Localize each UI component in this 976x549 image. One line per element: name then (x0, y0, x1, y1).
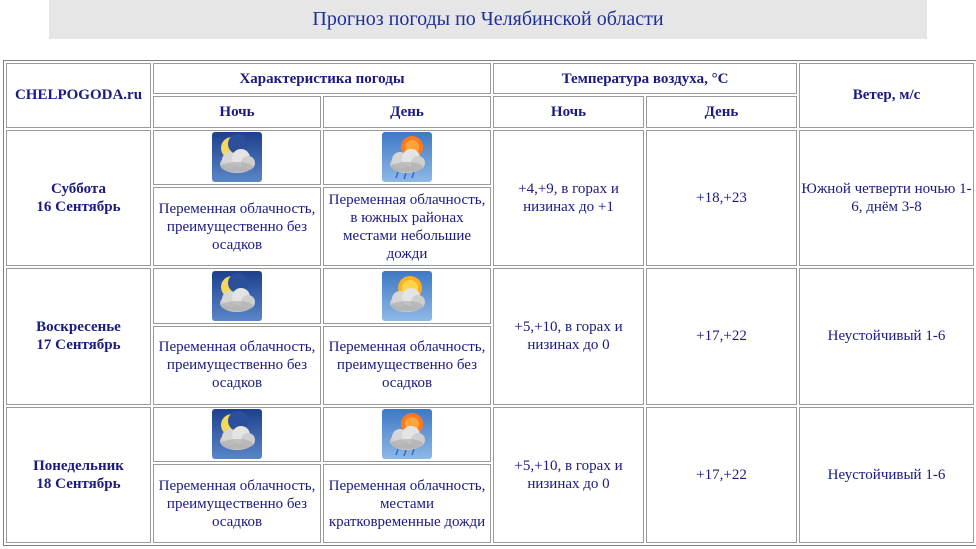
sun-cloud-icon (382, 271, 432, 321)
temperature-group-header: Температура воздуха, °С (493, 63, 797, 94)
night-icon-cell (153, 268, 321, 324)
temp-day-cell: +17,+22 (646, 407, 797, 543)
wind-cell: Неустойчивый 1-6 (799, 268, 974, 404)
moon-cloud-icon (212, 132, 262, 182)
date: 18 Сентябрь (36, 475, 121, 492)
wind-cell: Южной четверти ночью 1-6, днём 3-8 (799, 130, 974, 266)
night-description: Переменная облачность, преимущественно без осадков (153, 326, 321, 405)
moon-cloud-icon (212, 271, 262, 321)
date: 17 Сентябрь (36, 337, 121, 354)
weekday: Понедельник (33, 457, 124, 474)
day-description: Переменная облачность, преимущественно без осадков (323, 326, 491, 405)
wind-header: Ветер, м/с (799, 63, 974, 128)
brand-cell (6, 63, 151, 128)
day-icon-cell (323, 407, 491, 463)
wind-cell: Неустойчивый 1-6 (799, 407, 974, 543)
page-title: Прогноз погоды по Челябинской области (49, 0, 927, 39)
day-description: Переменная облачность, местами кратковременные дожди (323, 464, 491, 543)
day-icon-cell (323, 130, 491, 186)
day-label-cell (6, 407, 151, 543)
temp-day-header: День (646, 96, 797, 127)
temp-night-cell: +5,+10, в горах и низинах до 0 (493, 268, 644, 404)
day-description: Переменная облачность, в южных районах местами небольшие дожди (323, 187, 491, 266)
weekday: Воскресенье (36, 319, 121, 336)
moon-cloud-icon (212, 409, 262, 459)
temp-day-cell: +17,+22 (646, 268, 797, 404)
site-brand: CHELPOGODA.ru (14, 87, 143, 104)
day-label-cell (6, 130, 151, 266)
sun-cloud-rain-icon (382, 132, 432, 182)
night-icon-cell (153, 130, 321, 186)
day-label-cell (6, 268, 151, 404)
night-icon-cell (153, 407, 321, 463)
weather-group-header: Характеристика погоды (153, 63, 491, 94)
weather-day-header: День (323, 96, 491, 127)
night-description: Переменная облачность, преимущественно без осадков (153, 187, 321, 266)
temp-night-cell: +5,+10, в горах и низинах до 0 (493, 407, 644, 543)
table-row (6, 130, 974, 186)
table-row (6, 268, 974, 324)
table-row (6, 407, 974, 463)
forecast-table (3, 60, 976, 546)
temp-night-header: Ночь (493, 96, 644, 127)
day-icon-cell (323, 268, 491, 324)
temp-night-cell: +4,+9, в горах и низинах до +1 (493, 130, 644, 266)
night-description: Переменная облачность, преимущественно без осадков (153, 464, 321, 543)
weather-night-header: Ночь (153, 96, 321, 127)
sun-cloud-rain-icon (382, 409, 432, 459)
date: 16 Сентябрь (36, 198, 121, 215)
temp-day-cell: +18,+23 (646, 130, 797, 266)
weekday: Суббота (51, 180, 106, 197)
